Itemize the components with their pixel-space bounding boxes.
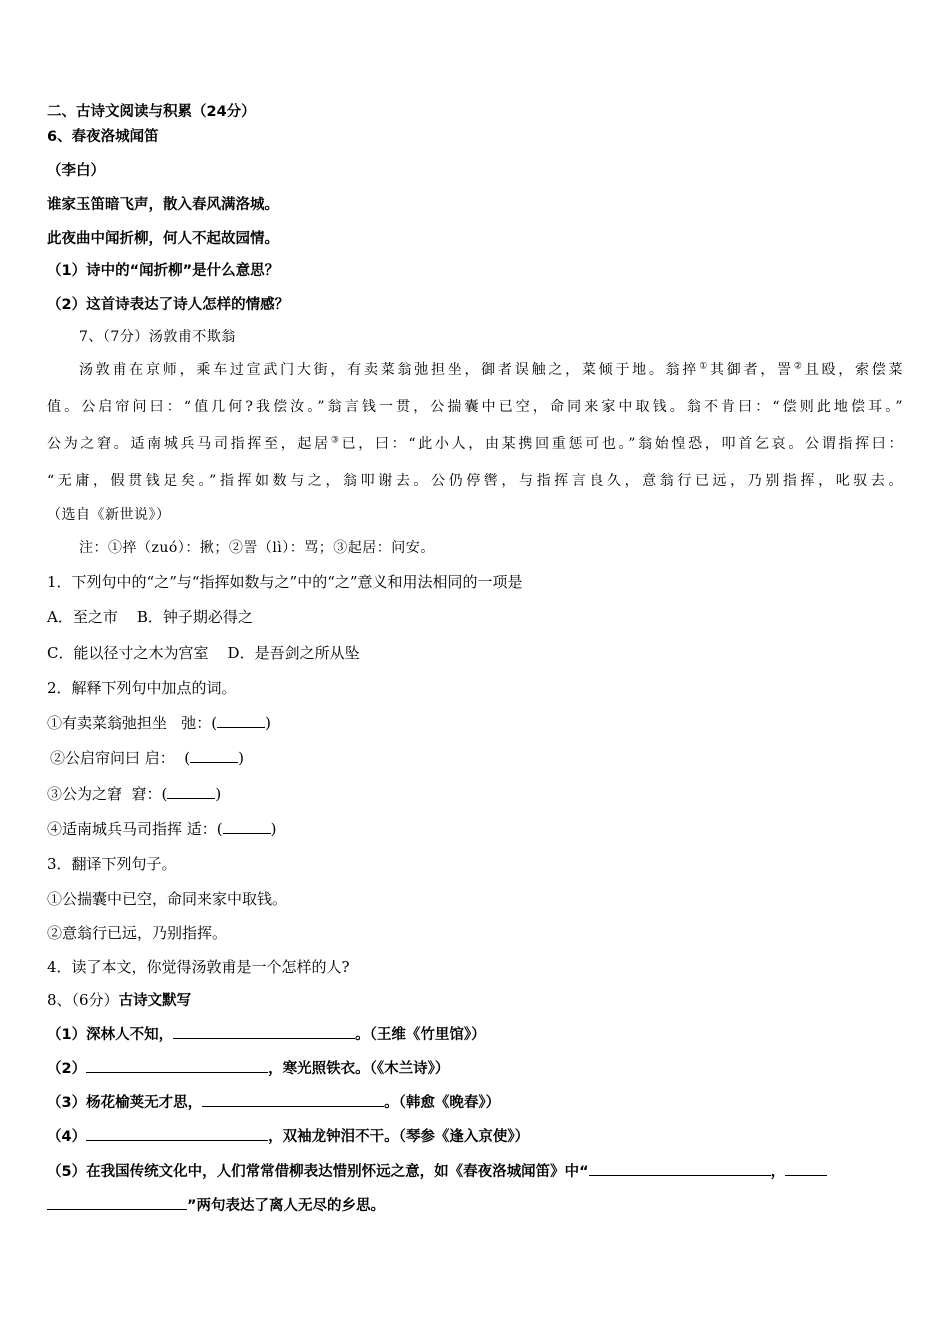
- translate-line-1: ①公揣囊中已空，命同来家中取钱。: [47, 890, 288, 908]
- q7-item-2: 2．解释下列句中加点的词。: [47, 679, 237, 697]
- explain-line-2: [50, 748, 244, 768]
- q7-title: 7、（7分）汤敦甫不欺翁: [79, 329, 236, 345]
- q8-title-text: 古诗文默写: [118, 993, 192, 1009]
- q7-item-1: 1．下列句中的“之”与“指挥如数与之”中的“之”意义和用法相同的一项是: [47, 573, 523, 591]
- q6-sub-question-1: （1）诗中的“闻折柳”是什么意思？: [47, 263, 280, 279]
- recite-line-5: [47, 1161, 827, 1182]
- explain-line-1: [47, 713, 271, 733]
- q7-passage-line-2: 值。公启帘问曰：“值几何?我偿汝。”翁言钱一贯，公揣囊中已空，命同来家中取钱。翁不肯曰：“偿则此地偿耳。”: [47, 399, 903, 415]
- passage-text: 其御者，詈: [710, 362, 794, 378]
- recite-line-6: [47, 1195, 385, 1216]
- q6-title: 6、春夜洛城闻笛: [47, 129, 159, 145]
- q8-title-num: 8、（6分）: [47, 991, 119, 1009]
- q6-author: （李白）: [47, 163, 105, 179]
- answer-blank[interactable]: [223, 819, 271, 834]
- q7-passage-line-3: [47, 434, 903, 454]
- answer-blank[interactable]: [167, 784, 215, 799]
- close-paren: ): [238, 749, 245, 767]
- recite-text: ，: [770, 1164, 786, 1180]
- passage-text: 已，曰：“此小人，由某携回重惩可也。”翁始惶恐，叩首乞哀。公谓指挥曰：: [341, 436, 904, 452]
- passage-text: 汤敦甫在京师，乘车过宣武门大街，有卖菜翁弛担坐，御者误触之，菜倾于地。翁捽: [79, 362, 700, 378]
- answer-blank[interactable]: [202, 1092, 384, 1107]
- q7-options-cd: C．能以径寸之木为宫室 D．是吾剑之所从坠: [47, 644, 360, 662]
- q7-options-ab: A．至之市 B．钟子期必得之: [47, 608, 253, 626]
- passage-text: 且殴，索偿菜: [804, 362, 904, 378]
- explain-text: ①有卖菜翁弛担坐 弛：(: [47, 714, 218, 732]
- recite-line-1: [47, 1024, 486, 1045]
- close-paren: ): [270, 820, 277, 838]
- explain-line-3: [47, 784, 221, 804]
- explain-text: ③公为之窘 窘：(: [47, 785, 168, 803]
- explain-text: ②公启帘问曰 启： (: [50, 749, 191, 767]
- footnote-mark-2: ②: [793, 361, 805, 372]
- footnote-mark-3: ③: [330, 435, 342, 446]
- q8-title: [47, 990, 191, 1011]
- answer-blank[interactable]: [86, 1126, 268, 1141]
- footnote-mark-1: ①: [699, 361, 711, 372]
- recite-text: （1）深林人不知，: [47, 1027, 174, 1043]
- recite-text: ，双袖龙钟泪不干。（琴参《逢入京使》）: [268, 1129, 530, 1145]
- q7-note: 注：①捽（zuó）：揪；②詈（lì）：骂；③起居：问安。: [79, 540, 435, 556]
- answer-blank[interactable]: [190, 748, 238, 763]
- poem-line-1: 谁家玉笛暗飞声，散入春风满洛城。: [47, 197, 279, 213]
- answer-blank[interactable]: [217, 713, 265, 728]
- translate-line-2: ②意翁行已远，乃别指挥。: [47, 924, 228, 942]
- close-paren: ): [215, 785, 222, 803]
- q7-passage-line-1: [79, 360, 903, 380]
- poem-line-2: 此夜曲中闻折柳，何人不起故园情。: [47, 231, 279, 247]
- passage-text: 公为之窘。适南城兵马司指挥至，起居: [47, 436, 331, 452]
- recite-text: （3）杨花榆荚无才思，: [47, 1095, 203, 1111]
- answer-blank[interactable]: [785, 1161, 827, 1176]
- explain-line-4: [47, 819, 276, 839]
- recite-text: ”两句表达了离人无尽的乡思。: [187, 1198, 386, 1214]
- recite-text: ，寒光照铁衣。（《木兰诗》）: [268, 1061, 450, 1077]
- q7-passage-line-4: “无庸，假贯钱足矣。”指挥如数与之，翁叩谢去。公仍停辔，与指挥言良久，意翁行已远，乃别指挥，叱驭去。: [47, 473, 903, 489]
- answer-blank[interactable]: [47, 1195, 187, 1210]
- answer-blank[interactable]: [173, 1024, 355, 1039]
- q7-source: （选自《新世说》）: [47, 507, 171, 523]
- recite-line-2: [47, 1058, 449, 1079]
- section-title: 二、古诗文阅读与积累（24分）: [47, 104, 256, 120]
- explain-text: ④适南城兵马司指挥 适：(: [47, 820, 223, 838]
- recite-text: 。（王维《竹里馆》）: [355, 1027, 486, 1043]
- answer-blank[interactable]: [86, 1058, 268, 1073]
- answer-blank[interactable]: [589, 1161, 771, 1176]
- q7-item-4: 4．读了本文，你觉得汤敦甫是一个怎样的人?: [47, 958, 350, 976]
- recite-line-4: [47, 1126, 529, 1147]
- close-paren: ): [265, 714, 272, 732]
- recite-text: 。（韩愈《晚春》）: [384, 1095, 501, 1111]
- recite-text: （4）: [47, 1129, 87, 1145]
- recite-line-3: [47, 1092, 500, 1113]
- recite-text: （2）: [47, 1061, 87, 1077]
- q7-item-3: 3．翻译下列句子。: [47, 855, 177, 873]
- recite-text: （5）在我国传统文化中，人们常常借柳表达惜别怀远之意，如《春夜洛城闻笛》中“: [47, 1164, 589, 1180]
- q6-sub-question-2: （2）这首诗表达了诗人怎样的情感？: [47, 297, 290, 313]
